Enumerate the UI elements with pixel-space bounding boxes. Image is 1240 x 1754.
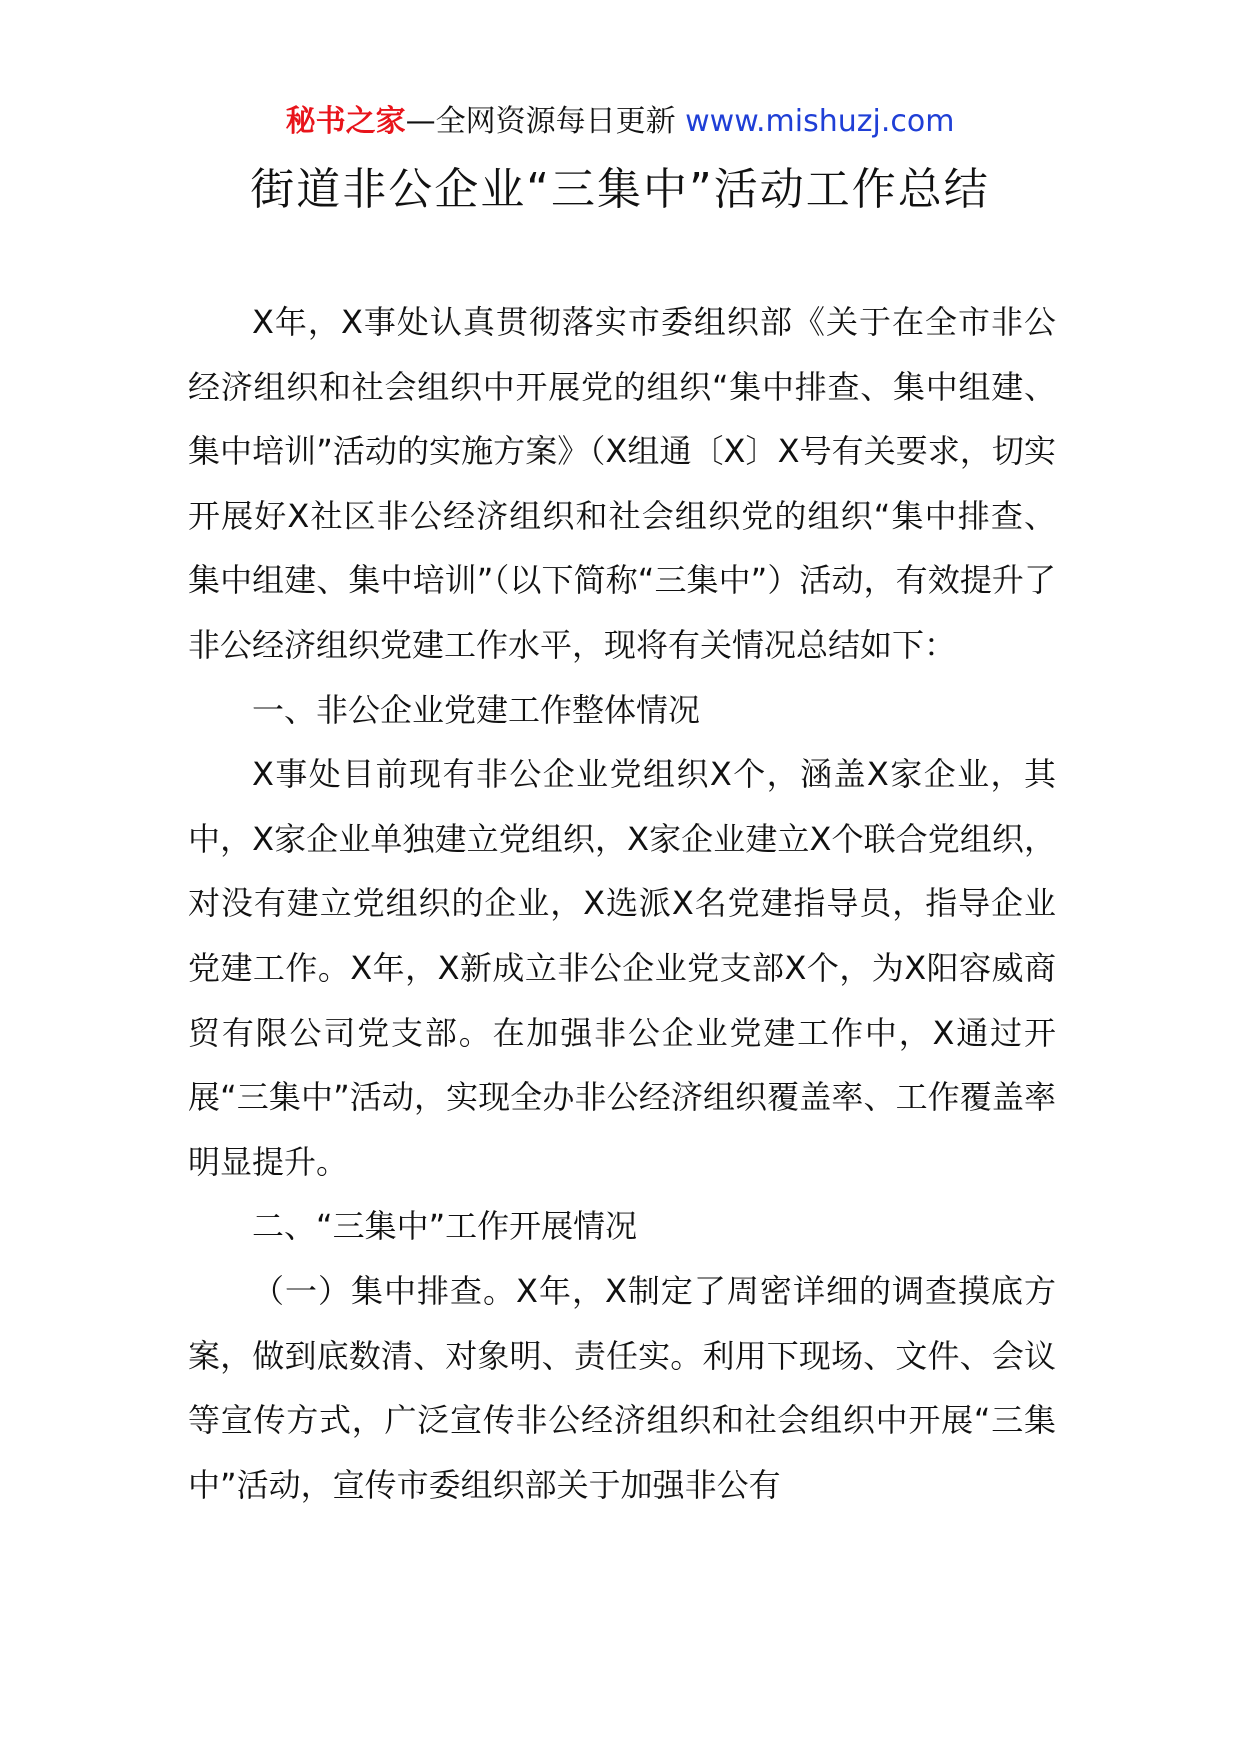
intro-paragraph: X年，X事处认真贯彻落实市委组织部《关于在全市非公经济组织和社会组织中开展党的组织“集中排查、集中组建、集中培训”活动的实施方案》（X组通〔X〕X号有关要求，切实开展好X社区非公经济组织和社会组织党的组织“集中排查、集中组建、集中培训”（以下简称“三集中”）活动，有效提升了非公经济组织党建工作水平，现将有关情况总结如下：	[188, 303, 1056, 664]
brand-name: 秘书之家	[285, 104, 406, 139]
document-body	[188, 290, 1056, 1517]
document-title: 街道非公企业“三集中”活动工作总结	[250, 164, 990, 215]
section-1-paragraph: X事处目前现有非公企业党组织X个，涵盖X家企业，其中，X家企业单独建立党组织，X家企业建立X个联合党组织，对没有建立党组织的企业，X选派X名党建指导员，指导企业党建工作。X年，X新成立非公企业党支部X个，为X阳容威商贸有限公司党支部。在加强非公企业党建工作中，X通过开展“三集中”活动，实现全办非公经济组织覆盖率、工作覆盖率明显提升。	[188, 755, 1056, 1181]
section-2-paragraph: （一）集中排查。X年，X制定了周密详细的调查摸底方案，做到底数清、对象明、责任实。利用下现场、文件、会议等宣传方式，广泛宣传非公经济组织和社会组织中开展“三集中”活动，宣传市委组织部关于加强非公有	[188, 1271, 1056, 1504]
section-heading-1: 一、非公企业党建工作整体情况	[252, 690, 701, 729]
site-url[interactable]: www.mishuzj.com	[685, 104, 955, 139]
header-tagline: —全网资源每日更新	[405, 104, 676, 139]
section-heading-2: 二、“三集中”工作开展情况	[252, 1207, 638, 1246]
site-header	[0, 100, 1240, 144]
